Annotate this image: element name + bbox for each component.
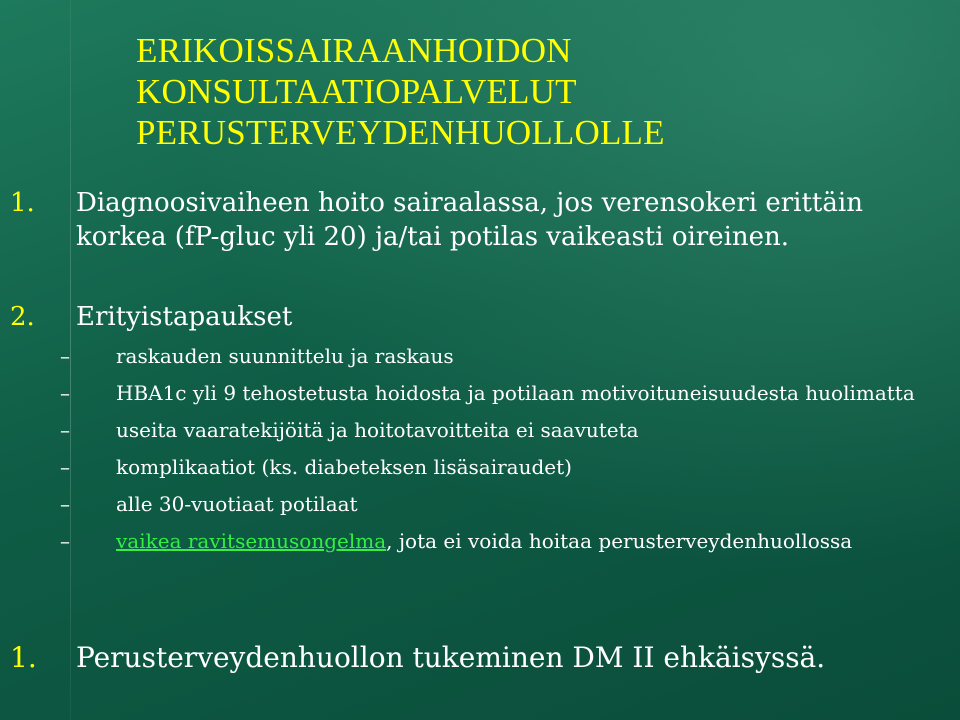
sub-item-complications bbox=[0, 453, 950, 481]
sub-item-text: , jota ei voida hoitaa perusterveydenhuollossa bbox=[386, 529, 853, 553]
dash-bullet: – bbox=[60, 455, 70, 479]
slide-title bbox=[136, 30, 916, 153]
dash-bullet: – bbox=[60, 492, 70, 516]
dash-bullet: – bbox=[60, 381, 70, 405]
title-line-2: KONSULTAATIOPALVELUT bbox=[136, 72, 577, 111]
list-item-text: Erityistapaukset bbox=[76, 302, 293, 332]
dash-bullet: – bbox=[60, 344, 70, 368]
sub-item-text: HBA1c yli 9 tehostetusta hoidosta ja potilaan motivoituneisuudesta huolimatta bbox=[116, 381, 915, 405]
list-number: 1. bbox=[10, 188, 35, 218]
nutrition-link[interactable]: vaikea ravitsemusongelma bbox=[116, 529, 387, 553]
sub-list bbox=[0, 342, 950, 564]
sub-item-hba1c bbox=[0, 379, 950, 407]
sub-item-pregnancy bbox=[0, 342, 950, 370]
sub-item-text: useita vaaratekijöitä ja hoitotavoitteita ei saavuteta bbox=[116, 418, 639, 442]
dash-bullet: – bbox=[60, 418, 70, 442]
title-line-1: ERIKOISSAIRAANHOIDON bbox=[136, 31, 572, 70]
sub-item-risk-factors bbox=[0, 416, 950, 444]
dash-bullet: – bbox=[60, 529, 70, 553]
sub-item-young-patients bbox=[0, 490, 950, 518]
list-item-text: Diagnoosivaiheen hoito sairaalassa, jos verensokeri erittäin korkea (fP-gluc yli 20) ja/tai potilas vaikeasti oireinen. bbox=[76, 188, 863, 252]
list-item-text: Perusterveydenhuollon tukeminen DM II ehkäisyssä. bbox=[76, 641, 826, 674]
sub-item-text: komplikaatiot (ks. diabeteksen lisäsairaudet) bbox=[116, 455, 572, 479]
list-number: 2. bbox=[10, 302, 35, 332]
sub-item-nutrition bbox=[0, 527, 950, 555]
sub-item-text: raskauden suunnittelu ja raskaus bbox=[116, 344, 454, 368]
list-number: 1. bbox=[10, 641, 37, 674]
title-line-3: PERUSTERVEYDENHUOLLOLLE bbox=[136, 113, 665, 152]
sub-item-text: alle 30-vuotiaat potilaat bbox=[116, 492, 358, 516]
